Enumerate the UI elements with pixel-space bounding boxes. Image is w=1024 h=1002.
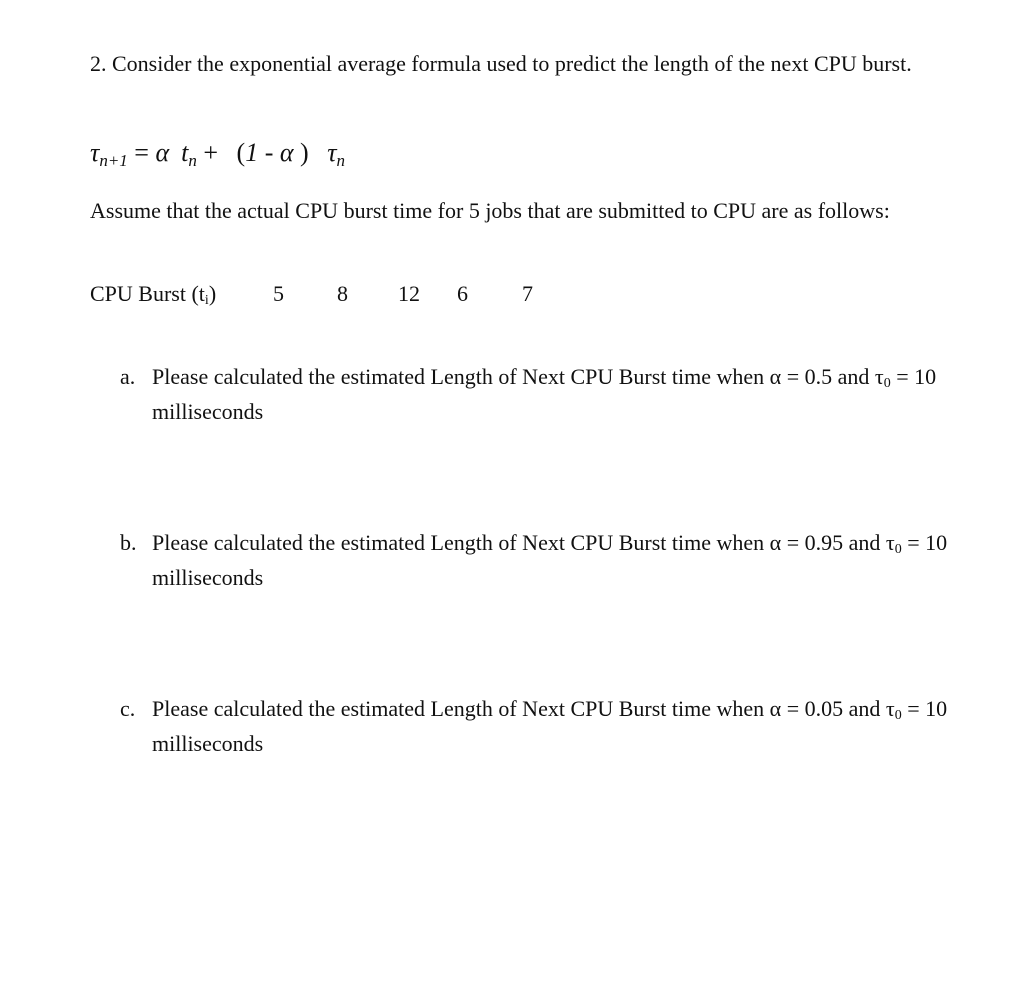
tau-zero: $\tau_0$ <box>885 530 902 557</box>
formula-rhs-subscript: n <box>336 151 346 170</box>
cpu-burst-value: 12 <box>398 281 420 306</box>
question-b: b. Please calculated the estimated Length of Next CPU Burst time when α = 0.95 and $\tau_0 = 10$ milliseconds <box>120 530 948 590</box>
question-letter: c. <box>120 696 136 721</box>
formula-alpha: α <box>155 138 170 167</box>
formula-lhs-tau: τ <box>90 138 100 167</box>
cpu-burst-value: 5 <box>273 281 284 306</box>
tau-zero: $\tau_0$ <box>885 696 902 723</box>
exponential-average-formula <box>90 138 345 171</box>
formula-equals: = <box>134 138 149 167</box>
formula-lhs-subscript: n+1 <box>99 151 128 170</box>
cpu-burst-value: 7 <box>522 281 533 306</box>
cpu-burst-value: 8 <box>337 281 348 306</box>
question-letter: a. <box>120 364 136 389</box>
cpu-burst-label: CPU Burst $(t_i)$ <box>90 281 217 308</box>
formula-minus: - <box>264 138 274 167</box>
question-a: a. Please calculated the estimated Length of Next CPU Burst time when α = 0.5 and $\tau_0 = 10$ milliseconds <box>120 364 937 424</box>
formula-one: 1 <box>245 138 259 167</box>
question-letter: b. <box>120 530 137 555</box>
question-c: c. Please calculated the estimated Length of Next CPU Burst time when α = 0.05 and $\tau_0 = 10$ milliseconds <box>120 696 948 756</box>
tau-zero: $\tau_0$ <box>874 364 891 391</box>
formula-alpha-2: α <box>279 138 294 167</box>
question-intro: 2. Consider the exponential average formula used to predict the length of the next CPU burst. <box>90 51 912 76</box>
cpu-burst-value: 6 <box>457 281 468 306</box>
cpu-burst-row <box>90 281 533 309</box>
formula-t: t <box>181 138 189 167</box>
formula-t-subscript: n <box>188 151 197 170</box>
formula-close-paren: ) <box>300 138 309 167</box>
formula-plus: + <box>203 138 219 167</box>
formula-open-paren: ( <box>236 138 246 167</box>
formula-rhs-tau: τ <box>327 138 337 167</box>
assumption-text: Assume that the actual CPU burst time for 5 jobs that are submitted to CPU are as follows: <box>90 198 890 223</box>
